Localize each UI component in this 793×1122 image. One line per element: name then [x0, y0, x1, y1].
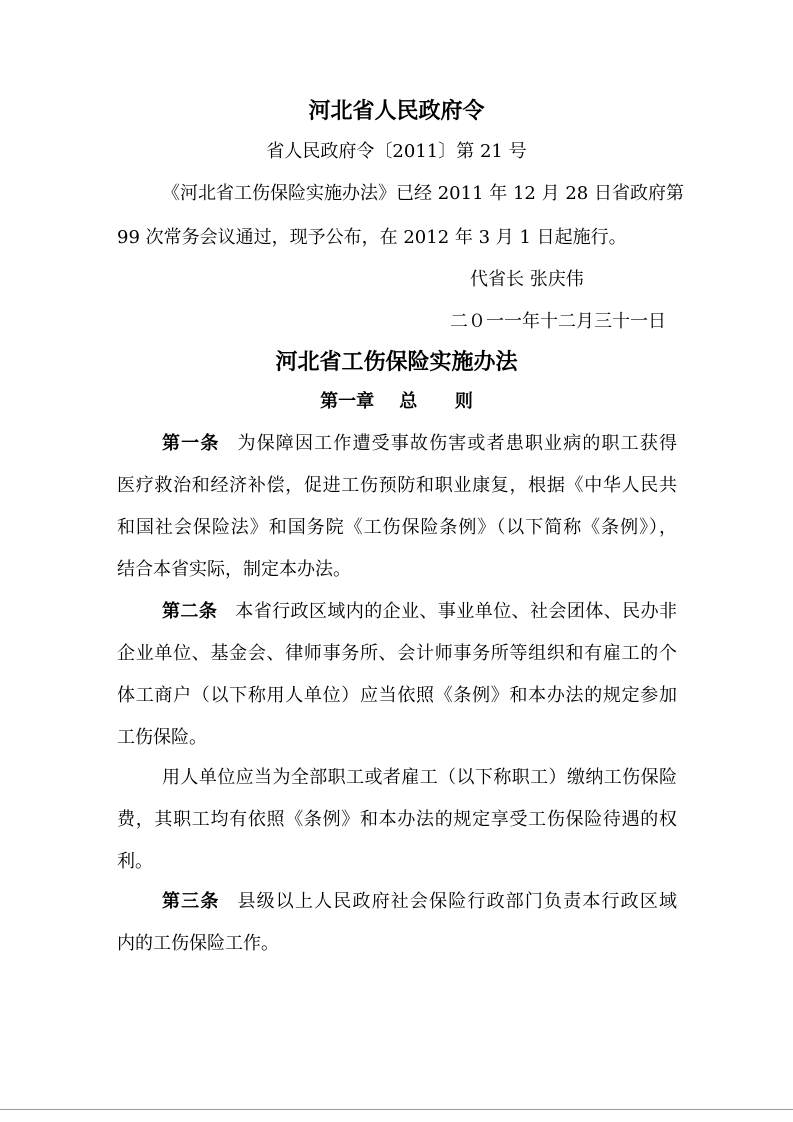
measures-title: 河北省工伤保险实施办法: [275, 350, 518, 375]
article-text: 县级以上人民政府社会保险行政部门负责本行政区域: [237, 891, 678, 912]
article-line: 企业单位、基金会、律师事务所、会计师事务所等组织和有雇工的个: [117, 643, 677, 664]
article-label: 第一条: [162, 433, 220, 454]
signer: 代省长 张庆伟: [470, 269, 584, 290]
article-line: 内的工伤保险工作。: [117, 933, 279, 954]
article-first-line: [162, 432, 677, 456]
decree-title: 河北省人民政府令: [308, 99, 485, 124]
announcement-line: 《河北省工伤保险实施办法》已经 2011 年 12 月 28 日省政府第: [162, 183, 684, 204]
article-label: 第二条: [162, 601, 218, 622]
announcement-line: 99 次常务会议通过，现予公布，在 2012 年 3 月 1 日起施行。: [117, 227, 627, 248]
article-line: 和国社会保险法》和国务院《工伤保险条例》（以下简称《条例》），: [117, 517, 677, 538]
article-line: 费，其职工均有依照《条例》和本办法的规定享受工伤保险待遇的权: [117, 809, 677, 830]
article-label: 第三条: [162, 891, 220, 912]
article-line: 工伤保险。: [117, 727, 207, 748]
decree-date: 二０一一年十二月三十一日: [450, 311, 666, 332]
article-line: 体工商户（以下称用人单位）应当依照《条例》和本办法的规定参加: [117, 685, 677, 706]
decree-number: 省人民政府令〔2011〕第 21 号: [266, 141, 527, 162]
article-text: 为保障因工作遭受事故伤害或者患职业病的职工获得: [237, 433, 678, 454]
article-line: 医疗救治和经济补偿，促进工伤预防和职业康复，根据《中华人民共: [117, 475, 677, 496]
article-first-line: [162, 890, 677, 914]
article-text: 本省行政区域内的企业、事业单位、社会团体、民办非: [235, 601, 678, 622]
article-line: 利。: [117, 851, 153, 872]
article-line: 用人单位应当为全部职工或者雇工（以下称职工）缴纳工伤保险: [162, 767, 677, 788]
article-first-line: [162, 600, 677, 624]
chapter-title: 第一章 总 则: [320, 391, 473, 412]
page-bottom-rule: [0, 1109, 793, 1110]
article-line: 结合本省实际，制定本办法。: [117, 559, 351, 580]
